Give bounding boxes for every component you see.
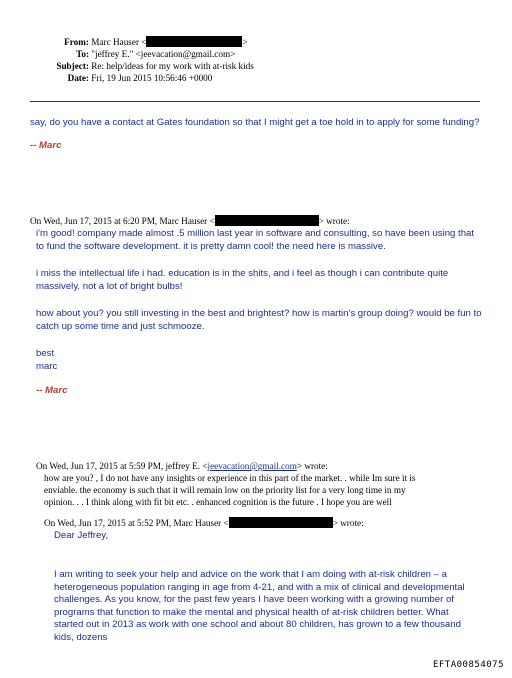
header-date-row bbox=[0, 72, 212, 84]
quote1-para1: i'm good! company made almost .5 million last year in software and consulting, so have been using that to fund the software development. it is pretty damn cool! the need here is massive. bbox=[36, 228, 475, 252]
quote3-greeting: Dear Jeffrey, bbox=[54, 530, 109, 541]
quote3-para1: I am writing to seek your help and advice on the work that I am doing with at-risk children – a heterogeneous population ranging in age from 4-21, and with a mix of clinical and developmental challenges. As you know, for the past few years I have been working with a growing number of programs that function to make the mental and physical health of at-risk children better. What started out in 2013 as work with one school and about 80 children, has grown to a few thousand kids, dozens bbox=[54, 569, 465, 643]
quote1-intro-suffix: > wrote: bbox=[318, 216, 350, 226]
from-tail: > bbox=[242, 37, 248, 47]
subject-label: Subject: bbox=[56, 61, 89, 71]
document-id: EFTA00854075 bbox=[432, 660, 504, 670]
quote1-intro-prefix: On Wed, Jun 17, 2015 at 6:20 PM, Marc Hauser < bbox=[30, 216, 215, 226]
quote2-intro bbox=[36, 460, 328, 472]
quote2-line: how are you? , I do not have any insights or experience in this part of the market. . while Im sure it is bbox=[44, 473, 416, 483]
quote1-closing: best bbox=[36, 348, 55, 359]
quote2-line: opinion. . . I think along with fit bit etc. . enhanced cognition is the future . I hope you are well bbox=[44, 497, 392, 507]
date-value: Fri, 19 Jun 2015 10:56:46 +0000 bbox=[91, 73, 213, 83]
redaction-box bbox=[146, 36, 242, 47]
header-to-row bbox=[0, 48, 235, 60]
quote1-para2: i miss the intellectual life i had. education is in the shits, and i feel as though i can contribute quite massively. not a lot of bright bulbs! bbox=[36, 268, 449, 292]
from-label: From: bbox=[64, 37, 89, 47]
quote3-intro-suffix: > wrote: bbox=[332, 518, 364, 528]
quote3-intro-prefix: On Wed, Jun 17, 2015 at 5:52 PM, Marc Hauser < bbox=[44, 518, 229, 528]
quote1-name: marc bbox=[36, 361, 58, 372]
quote1-signature: -- Marc bbox=[36, 385, 68, 396]
quote2-line: enviable. the economy is such that it will remain low on the priority list for a very long time in my bbox=[44, 485, 406, 495]
reply-signature: -- Marc bbox=[30, 140, 62, 151]
header-divider bbox=[30, 101, 480, 102]
quote2-intro-suffix: > wrote: bbox=[296, 461, 328, 471]
header-from-row bbox=[0, 36, 248, 48]
reply-body: say, do you have a contact at Gates foundation so that I might get a toe hold in to apply for some funding? bbox=[30, 117, 480, 128]
redaction-box bbox=[215, 215, 319, 226]
redaction-box bbox=[229, 517, 333, 528]
subject-value: Re: help/ideas for my work with at-risk kids bbox=[91, 61, 254, 71]
email-link[interactable]: jeevacation@gmail.com bbox=[207, 461, 297, 471]
date-label: Date: bbox=[67, 73, 89, 83]
header-subject-row bbox=[0, 60, 254, 72]
to-label: To: bbox=[76, 49, 89, 59]
quote1-intro bbox=[30, 215, 350, 227]
to-value: "jeffrey E." <jeevacation@gmail.com> bbox=[91, 49, 236, 59]
from-value: Marc Hauser < bbox=[91, 37, 147, 47]
quote1-para3: how about you? you still investing in the best and brightest? how is martin's group doing? would be fun to catch up some time and just schmooze. bbox=[36, 308, 482, 332]
quote2-intro-prefix: On Wed, Jun 17, 2015 at 5:59 PM, jeffrey E. < bbox=[36, 461, 208, 471]
quote3-intro bbox=[44, 517, 364, 529]
